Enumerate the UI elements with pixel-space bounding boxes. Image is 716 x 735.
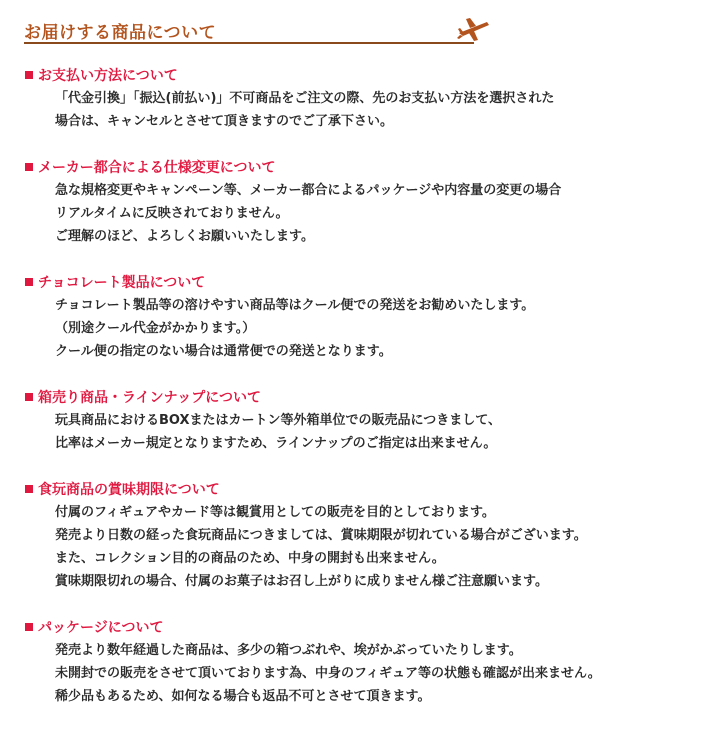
section-title-chocolate: チョコレート製品について xyxy=(25,274,205,292)
body-line: 発売より日数の経った食玩商品につきましては、賞味期限が切れている場合がございます。 xyxy=(55,528,587,543)
body-line: 賞味期限切れの場合、付属のお菓子はお召し上がりに成りません様ご注意願います。 xyxy=(55,574,548,589)
body-line: 玩具商品におけるBOXまたはカートン等外箱単位での販売品につきまして、 xyxy=(55,413,501,428)
body-line: リアルタイムに反映されておりません。 xyxy=(55,206,289,221)
bullet-square xyxy=(25,163,33,171)
body-line: 比率はメーカー規定となりますため、ラインナップのご指定は出来ません。 xyxy=(55,436,497,451)
section-title-expiry: 食玩商品の賞味期限について xyxy=(25,481,220,499)
body-line: 急な規格変更やキャンペーン等、メーカー都合によるパッケージや内容量の変更の場合 xyxy=(55,183,562,198)
section-title-spec-change: メーカー都合による仕様変更について xyxy=(25,159,275,177)
body-line: 付属のフィギュアやカード等は観賞用としての販売を目的としております。 xyxy=(55,505,495,520)
body-line: 未開封での販売をさせて頂いております為、中身のフィギュア等の状態も確認が出来ません。 xyxy=(55,666,601,681)
section-title-box-lineup: 箱売り商品・ラインナップについて xyxy=(25,389,261,407)
body-line: ご理解のほど、よろしくお願いいたします。 xyxy=(55,229,314,244)
body-line: また、コレクション目的の商品のため、中身の開封も出来ません。 xyxy=(55,551,445,566)
body-line: チョコレート製品等の溶けやすい商品等はクール便での発送をお勧めいたします。 xyxy=(55,298,535,313)
section-title-payment: お支払い方法について xyxy=(25,67,178,85)
body-line: クール便の指定のない場合は通常便での発送となります。 xyxy=(55,344,392,359)
body-line: （別途クール代金がかかります。） xyxy=(55,321,256,336)
bullet-square xyxy=(25,485,33,493)
body-line: 稀少品もあるため、如何なる場合も返品不可とさせて頂きます。 xyxy=(55,689,431,704)
airplane-icon xyxy=(456,16,492,42)
section-title-package: パッケージについて xyxy=(25,619,163,637)
bullet-square xyxy=(25,71,33,79)
body-line: 場合は、キャンセルとさせて頂きますのでご了承下さい。 xyxy=(55,114,394,129)
bullet-square xyxy=(25,393,33,401)
bullet-square xyxy=(25,278,33,286)
body-line: 発売より数年経過した商品は、多少の箱つぶれや、埃がかぶっていたりします。 xyxy=(55,643,522,658)
page-title: お届けする商品について xyxy=(24,23,217,43)
body-line: 「代金引換」「振込(前払い)」不可商品をご注文の際、先のお支払い方法を選択された xyxy=(55,91,555,106)
bullet-square xyxy=(25,623,33,631)
page-header xyxy=(24,14,474,44)
